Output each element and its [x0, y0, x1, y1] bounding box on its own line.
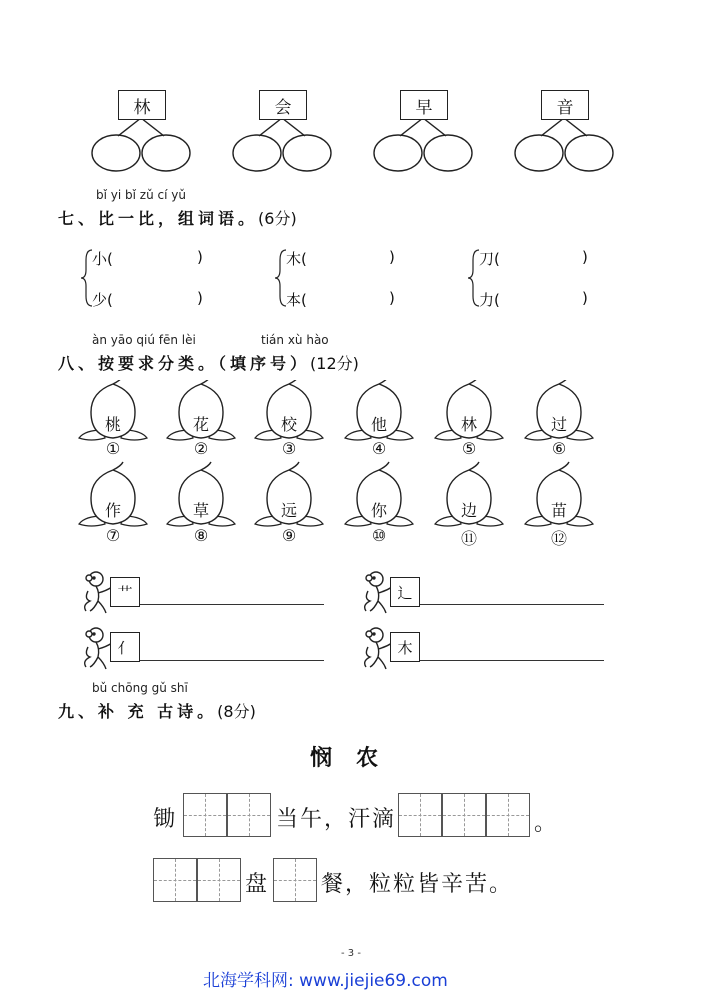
- section9-heading: [58, 699, 256, 722]
- footer-watermark: 北海学科网: www.jiejie69.com: [203, 971, 448, 991]
- answer-line-chuo[interactable]: [420, 604, 604, 605]
- peach-number: ⑧: [193, 526, 209, 545]
- close-paren: ): [582, 248, 588, 266]
- poem-line1-middle: 当午，汗滴: [276, 807, 397, 832]
- peach-char: 花: [192, 415, 209, 434]
- radical-box-chuo: 辶: [390, 577, 420, 607]
- answer-line-cao[interactable]: [140, 604, 324, 605]
- monkey-icon: [365, 572, 392, 613]
- monkey-graphics: [0, 565, 707, 670]
- peach-number: ⑦: [105, 526, 121, 545]
- word-pair-shao: 少(: [92, 291, 113, 309]
- section7-score: (6分): [258, 209, 297, 228]
- poem-blank-cell[interactable]: [486, 793, 530, 837]
- section8-title: 八、按要求分类。（填序号）: [58, 354, 311, 373]
- tree-box-1: 林: [118, 90, 166, 120]
- close-paren: ): [197, 248, 203, 266]
- close-paren: ): [389, 248, 395, 266]
- answer-line-mu[interactable]: [420, 660, 604, 661]
- peach-number: ①: [105, 439, 121, 458]
- tree-box-4: 音: [541, 90, 589, 120]
- peach-char: 作: [104, 501, 121, 520]
- peach-number: ⑪: [460, 529, 477, 548]
- word-pair-mu: 木(: [286, 250, 307, 268]
- word-pair-xiao: 小(: [92, 250, 113, 268]
- word-pair-li: 力(: [479, 291, 500, 309]
- poem-blank-cell[interactable]: [183, 793, 227, 837]
- poem-blank-cell[interactable]: [273, 858, 317, 902]
- monkey-icon: [85, 572, 112, 613]
- poem-blank-cell[interactable]: [442, 793, 486, 837]
- poem-line1-start: 锄: [153, 807, 178, 832]
- peach-char: 校: [280, 415, 297, 434]
- radical-box-cao: 艹: [110, 577, 140, 607]
- radical-box-mu: 木: [390, 632, 420, 662]
- poem-blank-cell[interactable]: [197, 858, 241, 902]
- answer-line-ren[interactable]: [140, 660, 324, 661]
- section7-title: 七、比一比，组词语。: [58, 209, 259, 228]
- section8-pinyin-left: àn yāo qiú fēn lèi: [92, 333, 196, 347]
- peach-char: 林: [460, 415, 477, 434]
- tree-box-3: 早: [400, 90, 448, 120]
- section8-heading: [58, 351, 359, 374]
- peach-number: ④: [371, 439, 387, 458]
- peach-number: ③: [281, 439, 297, 458]
- peach-char: 他: [370, 415, 387, 434]
- poem-line1-end: 。: [534, 811, 559, 836]
- peach-number: ②: [193, 439, 209, 458]
- poem-blank-cell[interactable]: [398, 793, 442, 837]
- monkey-icon: [365, 628, 392, 669]
- poem-line2-end: 餐，粒粒皆辛苦。: [321, 872, 514, 897]
- poem-title: 悯农: [310, 746, 403, 771]
- close-paren: ): [389, 289, 395, 307]
- peach-char: 边: [460, 501, 477, 520]
- section7-pinyin: bǐ yi bǐ zǔ cí yǔ: [96, 188, 186, 202]
- peach-char: 远: [280, 501, 297, 520]
- peach-char: 苗: [550, 501, 567, 520]
- monkey-icon: [85, 628, 112, 669]
- section9-title: 九、补 充 古诗。: [58, 702, 218, 721]
- radical-box-ren: 亻: [110, 632, 140, 662]
- split-tree-graphics: [0, 0, 707, 180]
- word-pair-dao: 刀(: [479, 250, 500, 268]
- tree-box-2: 会: [259, 90, 307, 120]
- peach-char: 草: [192, 501, 209, 520]
- poem-line2-start: 盘: [245, 872, 270, 897]
- page-number: - 3 -: [341, 948, 361, 959]
- section9-score: (8分): [217, 702, 256, 721]
- peach-number: ⑫: [550, 529, 567, 548]
- section7-heading: [58, 206, 297, 229]
- close-paren: ): [197, 289, 203, 307]
- section9-pinyin: bǔ chōng gǔ shī: [92, 681, 188, 695]
- peach-number: ⑩: [371, 526, 387, 545]
- peach-char: 过: [550, 415, 567, 434]
- close-paren: ): [582, 289, 588, 307]
- peach-char: 桃: [104, 415, 121, 434]
- poem-blank-cell[interactable]: [153, 858, 197, 902]
- peach-number: ⑤: [461, 439, 477, 458]
- peach-char: 你: [370, 501, 387, 520]
- peach-number: ⑥: [551, 439, 567, 458]
- peach-number: ⑨: [281, 526, 297, 545]
- poem-blank-cell[interactable]: [227, 793, 271, 837]
- section8-pinyin-right: tián xù hào: [261, 333, 329, 347]
- word-pair-ben: 本(: [286, 291, 307, 309]
- section8-score: (12分): [310, 354, 359, 373]
